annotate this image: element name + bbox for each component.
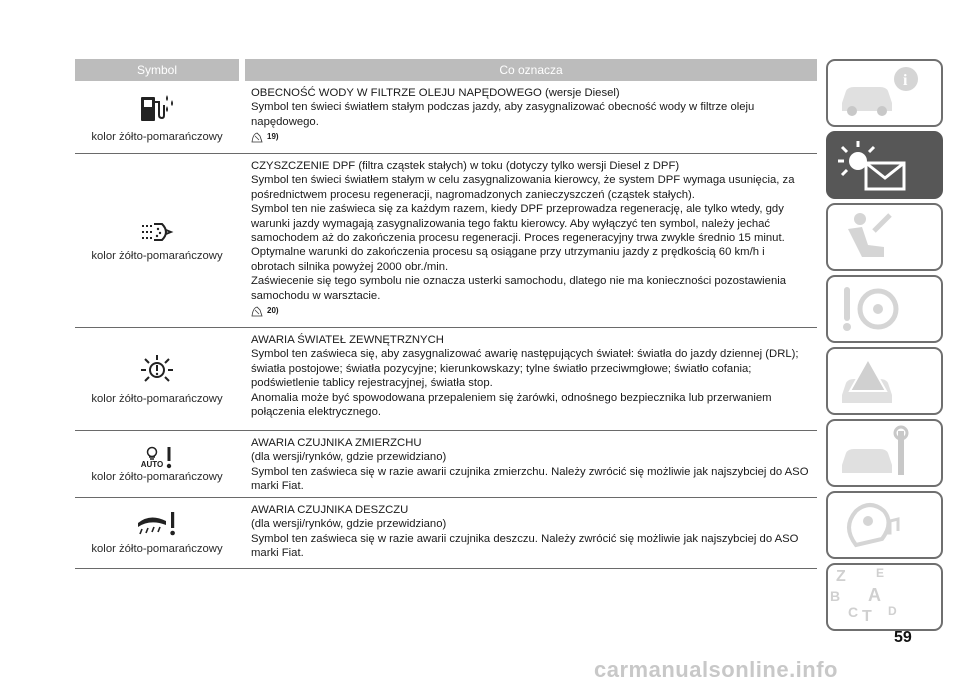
index-letter: B [830, 588, 841, 604]
row-text: Symbol ten nie zaświeca się za każdym razem, kiedy DPF przeprowadza regenerację, ale tylko wtedy, gdy warunki jazdy wymagają zasygnalizowania tego faktu kierowcy. Aby wyłączyć ten symbol, należy jechać samochodem aż do zakończenia procesu regeneracji. Proces regeneracyjny trwa zwykle średnio 15 minut. Optymalne warunki do zakończenia procesu są osiągane przy utrzymaniu jazdy z prędkością 60 km/h i obrotach silnika powyżej 2000 obr./min. [251, 203, 785, 273]
color-label: kolor żółto-pomarańczowy [91, 131, 223, 143]
table-row [75, 81, 817, 154]
hand-warning-icon [251, 132, 263, 143]
row-title: AWARIA CZUJNIKA DESZCZU [251, 504, 409, 516]
page-number: 59 [894, 629, 912, 646]
table-row [75, 498, 817, 569]
row-text: Symbol ten świeci światłem stałym podczas jazdy, aby zasygnalizować obecność wody w filtrze oleju napędowego. [251, 101, 755, 128]
row-text: Anomalia może być spowodowana przepaleniem się żarówki, odnośnego bezpiecznika lub przerwaniem połączenia elektrycznego. [251, 391, 772, 419]
tab-maintenance[interactable] [826, 419, 943, 487]
row-text: Symbol ten zaświeca się, aby zasygnalizować awarię następujących świateł: światła do jazdy dziennej (DRL); światła postojowe; światła pozycyjne; kierunkowskazy; tylne światło przeciwmgłowe; światło cofania; podświetlenie tablicy rejestracyjnej, światła stop. [251, 348, 799, 390]
index-letter: D [888, 604, 897, 618]
tab-car-info[interactable] [826, 59, 943, 127]
reference-number: 19) [267, 132, 279, 142]
index-letter: Z [836, 568, 846, 585]
table-row [75, 328, 817, 431]
table-row [75, 431, 817, 498]
hand-warning-icon [251, 306, 263, 317]
reference-note [251, 130, 811, 144]
tab-safety[interactable] [826, 203, 943, 271]
fuel-filter-water-icon [137, 91, 177, 125]
color-label: kolor żółto-pomarańczowy [91, 249, 223, 262]
chapter-tabs [826, 59, 943, 635]
auto-label: AUTO [140, 459, 164, 469]
index-letter: C [848, 604, 859, 620]
row-title: OBECNOŚĆ WODY W FILTRZE OLEJU NAPĘDOWEGO (wersje Diesel) [251, 87, 620, 99]
meaning-cell [245, 154, 817, 327]
row-text: (dla wersji/rynków, gdzie przewidziano) [251, 518, 447, 531]
row-text: (dla wersji/rynków, gdzie przewidziano) [251, 451, 447, 464]
svg-text:i: i [903, 72, 908, 89]
row-title: AWARIA ŚWIATEŁ ZEWNĘTRZNYCH [251, 334, 444, 346]
index-letter: E [876, 566, 885, 580]
row-title: AWARIA CZUJNIKA ZMIERZCHU [251, 437, 422, 449]
meaning-cell [245, 498, 817, 568]
color-label: kolor żółto-pomarańczowy [91, 470, 223, 483]
table-row [75, 154, 817, 328]
header-symbol: Symbol [75, 59, 239, 81]
reference-note [251, 304, 811, 318]
watermark: carmanualsonline.info [594, 657, 838, 682]
index-letter: A [868, 585, 881, 605]
dpf-icon [140, 220, 174, 244]
meaning-cell [245, 81, 817, 153]
index-icon [828, 565, 941, 629]
steering-wheel-icon [828, 277, 941, 341]
car-info-icon [828, 61, 941, 125]
meaning-cell [245, 431, 817, 497]
multimedia-icon [828, 493, 941, 557]
row-title: CZYSZCZENIE DPF (filtra cząstek stałych) w toku (dotyczy tylko wersji Diesel z DPF) [251, 160, 680, 172]
row-text: Zaświecenie się tego symbolu nie oznacza usterki samochodu, dlatego nie ma konieczności pozostawienia samochodu w warsztacie. [251, 275, 787, 302]
tab-multimedia[interactable] [826, 491, 943, 559]
maintenance-icon [828, 421, 941, 485]
meaning-cell [245, 328, 817, 430]
row-text: Symbol ten świeci światłem stałym w celu zasygnalizowania kierowcy, że system DPF wymaga usunięcia, za pośrednictwem procesu regeneracji, nagromadzonych zanieczyszczeń (cząstek stałych). [251, 174, 795, 201]
warning-lights-table [75, 59, 817, 569]
tab-index[interactable] [826, 563, 943, 631]
color-label: kolor żółto-pomarańczowy [91, 393, 223, 405]
tab-warning-lights[interactable] [826, 131, 943, 199]
row-text: Symbol ten zaświeca się w razie awarii czujnika zmierzchu. Należy zwrócić się możliwie jak najszybciej do ASO marki Fiat. [251, 465, 809, 493]
seat-safety-icon [828, 205, 941, 269]
tab-emergency[interactable] [826, 347, 943, 415]
row-text: Symbol ten zaświeca się w razie awarii czujnika deszczu. Należy zwrócić się możliwie jak najszybciej do ASO marki Fiat. [251, 532, 799, 560]
table-header [75, 59, 817, 81]
emergency-icon [828, 349, 941, 413]
tab-starting-driving[interactable] [826, 275, 943, 343]
index-letter: T [862, 608, 872, 625]
header-meaning: Co oznacza [245, 59, 817, 81]
rain-sensor-fault-icon [136, 511, 178, 537]
exterior-light-failure-icon [139, 353, 175, 387]
twilight-sensor-fault-icon [141, 446, 174, 469]
warning-lights-icon [828, 133, 941, 197]
reference-number: 20) [267, 306, 279, 316]
color-label: kolor żółto-pomarańczowy [91, 543, 223, 555]
